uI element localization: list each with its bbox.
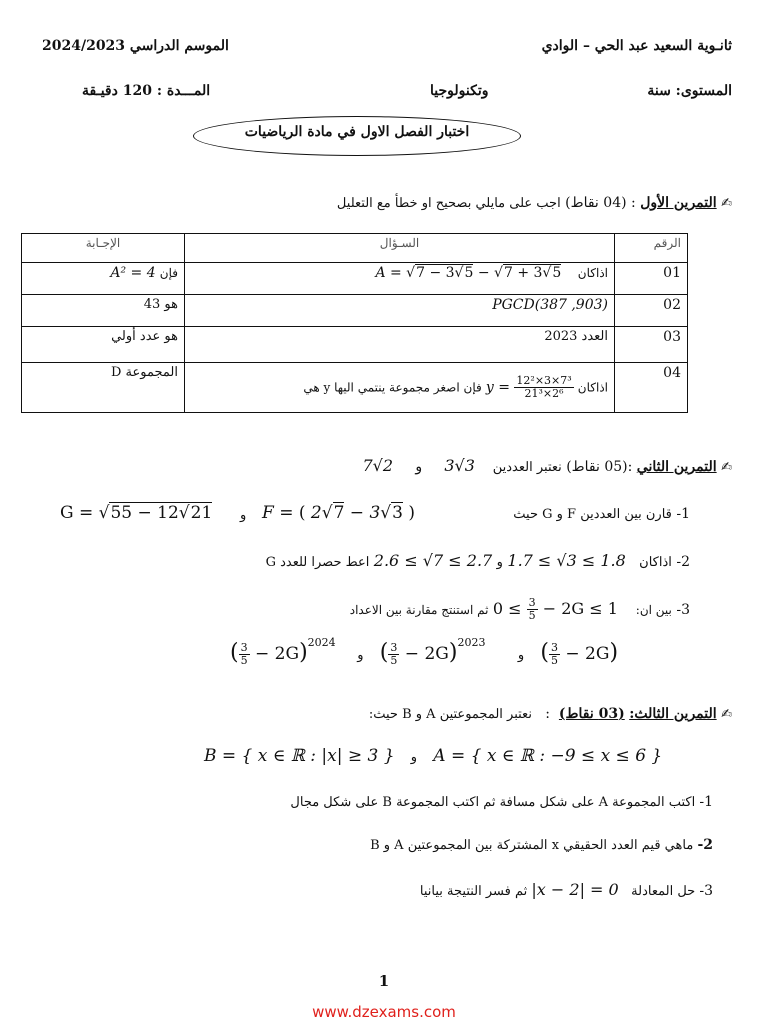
row-num: 02	[615, 295, 688, 327]
ex3-q3: 3- حل المعادلة |x − 2| = 0 ثم فسر النتيجة بيانيا	[419, 880, 713, 899]
ex2-q3: 3- بين ان: 0 ≤ $\frac{3}{5}$ − 2G ≤ 1 ثم استنتج مقارنة بين الاعداد	[349, 596, 690, 622]
table-row	[22, 363, 688, 413]
exam-title: اختبار الفصل الاول في مادة الرياضيات	[244, 124, 470, 140]
ex2-q3-ineq: 0 ≤ $\frac{3}{5}$ − 2G ≤ 1	[492, 596, 618, 622]
table-header-answer: الإجـابة	[22, 234, 185, 263]
level-label: المستوى: سنة	[647, 83, 732, 99]
ex2-q1-G: G = √55 − 12√21	[60, 503, 213, 523]
row-num: 03	[615, 327, 688, 363]
ex1-heading: ✍ التمرين الأول : (04 نقاط) اجب على مايلي بصحيح او خطأ مع التعليل	[336, 195, 732, 211]
exam-duration: المـــدة : 120 دقيـقة	[82, 83, 211, 99]
row-num: 04	[615, 363, 688, 413]
row-question: العدد 2023	[185, 327, 615, 363]
row-num: 01	[615, 263, 688, 295]
pencil-icon: ✍	[721, 196, 732, 211]
site-url-link[interactable]: www.dzexams.com	[312, 1003, 456, 1021]
row-answer: هو عدد أولي	[22, 327, 185, 363]
ex3-q2: 2- ماهي قيم العدد الحقيقي x المشتركة بين المجموعتين A و B	[370, 837, 713, 853]
ex2-heading: ✍ التمرين الثاني :(05 نقاط) نعتبر العددين 3√3 و 2√7	[362, 456, 732, 475]
school-year: الموسم الدراسي 2024/2023	[42, 38, 229, 54]
pencil-icon: ✍	[721, 707, 732, 722]
ex2-q1: 1- قارن بين العددين F و G حيث	[513, 506, 690, 522]
row-question: اذاكان y = $\frac{\text{12²×3×7³}}{\text{21³×2⁶}}$ فإن اصغر مجموعة ينتمي اليها y هي	[185, 363, 615, 413]
table-row	[22, 327, 688, 363]
ex3-q1: 1- اكتب المجموعة A على شكل مسافة ثم اكتب المجموعة B على شكل مجال	[290, 794, 713, 810]
ex2-q1-and: و	[240, 508, 247, 523]
page-number: 1	[378, 972, 390, 990]
row-answer: فإن A² = 4	[22, 263, 185, 295]
row-question: اذاكان A = √7 − 3√5 − √7 + 3√5	[185, 263, 615, 295]
row-question: PGCD(387 ,903)	[185, 295, 615, 327]
table-header-row	[22, 234, 688, 263]
table-header-question: السـؤال	[185, 234, 615, 263]
row-answer: المجموعة D	[22, 363, 185, 413]
ex2-q2: 2- اذاكان 1.7 ≤ √3 ≤ 1.8 و 2.6 ≤ √7 ≤ 2.7 اعط حصرا للعدد G	[265, 551, 690, 570]
ex2-q3-numbers: ( $\frac{3}{5}$ − 2G)$^{2024}$ و ( $\frac{3}{5}$ − 2G)$^{2023}$ و ( $\frac{3}{5}$ − 2G)	[230, 636, 619, 667]
row-question-math: y = $\frac{\text{12²×3×7³}}{\text{21³×2⁶}}$	[485, 374, 572, 400]
pencil-icon: ✍	[721, 460, 732, 475]
school-name: ثانـوية السعيد عبد الحي – الوادي	[541, 38, 732, 54]
table-header-num: الرقم	[615, 234, 688, 263]
ex2-q1-F: F = ( 2√7 − 3√3 )	[262, 503, 415, 523]
row-answer: هو 43	[22, 295, 185, 327]
row-question-math: A = √7 − 3√5 − √7 + 3√5	[375, 265, 562, 281]
table-row	[22, 263, 688, 295]
table-row	[22, 295, 688, 327]
ex3-sets: B = { x ∈ ℝ : |x| ≥ 3 } و A = { x ∈ ℝ : −9 ≤ x ≤ 6 }	[204, 746, 663, 766]
ex3-heading: ✍ التمرين الثالث: (03 نقاط) : نعتبر المجموعتين A و B حيث:	[368, 706, 732, 722]
ex1-table	[21, 233, 688, 413]
level-stream: وتكنولوجيا	[430, 83, 489, 99]
